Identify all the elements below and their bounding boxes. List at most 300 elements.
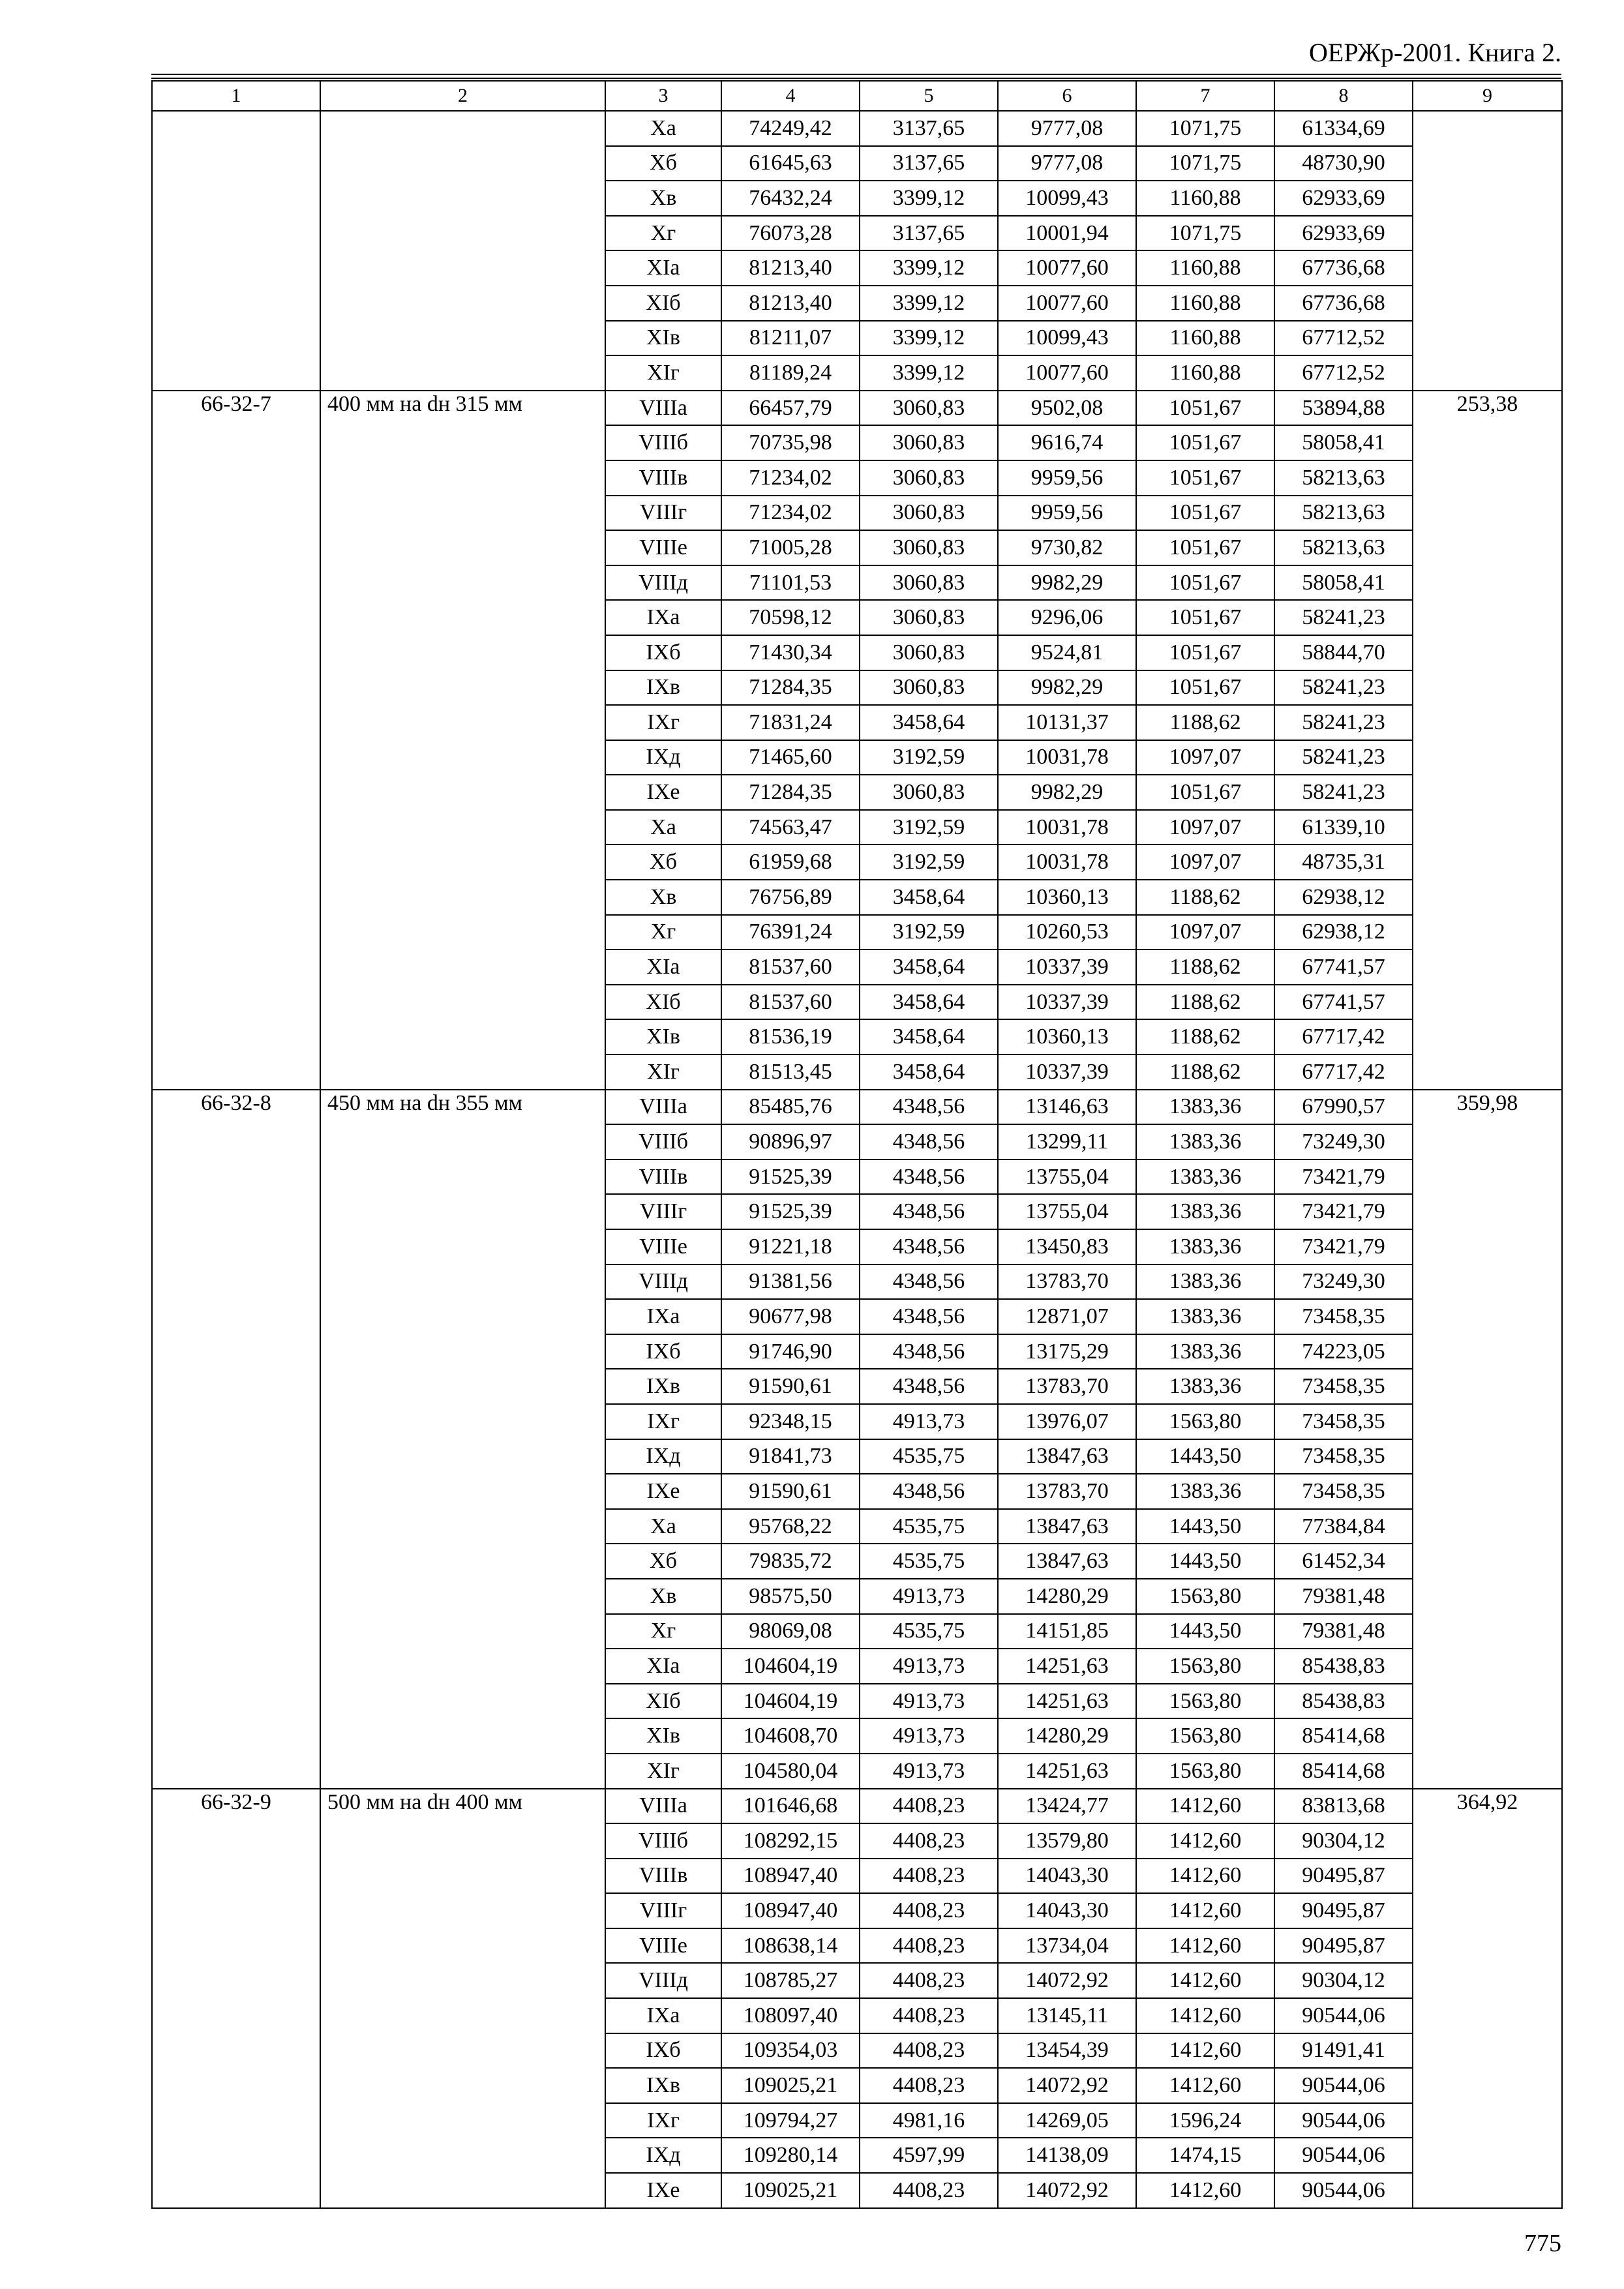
value-cell: 1071,75 xyxy=(1136,111,1274,146)
value-cell: 4408,23 xyxy=(860,1859,998,1894)
zone-cell: Xг xyxy=(605,915,721,950)
zone-cell: IXг xyxy=(605,705,721,740)
value-cell: 1160,88 xyxy=(1136,181,1274,216)
value-cell: 14072,92 xyxy=(998,2068,1136,2103)
value-cell: 61645,63 xyxy=(721,146,860,181)
zone-cell: VIIIд xyxy=(605,565,721,601)
zone-cell: VIIIе xyxy=(605,1928,721,1964)
value-cell: 1383,36 xyxy=(1136,1299,1274,1334)
value-cell: 67717,42 xyxy=(1274,1019,1413,1055)
value-cell: 1412,60 xyxy=(1136,1789,1274,1824)
value-cell: 4408,23 xyxy=(860,1789,998,1824)
value-cell: 10260,53 xyxy=(998,915,1136,950)
value-cell: 98575,50 xyxy=(721,1579,860,1614)
value-cell: 109280,14 xyxy=(721,2138,860,2173)
value-cell: 1412,60 xyxy=(1136,1998,1274,2033)
value-cell: 1051,67 xyxy=(1136,775,1274,810)
value-cell: 1412,60 xyxy=(1136,1893,1274,1928)
value-cell: 1383,36 xyxy=(1136,1124,1274,1159)
column-9-cell: 364,92 xyxy=(1413,1789,1562,2208)
value-cell: 109025,21 xyxy=(721,2068,860,2103)
value-cell: 4535,75 xyxy=(860,1509,998,1544)
zone-cell: IXа xyxy=(605,600,721,635)
value-cell: 109025,21 xyxy=(721,2173,860,2208)
value-cell: 10131,37 xyxy=(998,705,1136,740)
value-cell: 1051,67 xyxy=(1136,391,1274,426)
value-cell: 90544,06 xyxy=(1274,2103,1413,2138)
value-cell: 81537,60 xyxy=(721,985,860,1020)
value-cell: 3060,83 xyxy=(860,460,998,496)
value-cell: 53894,88 xyxy=(1274,391,1413,426)
value-cell: 108292,15 xyxy=(721,1823,860,1859)
zone-cell: XIв xyxy=(605,321,721,356)
value-cell: 91525,39 xyxy=(721,1194,860,1229)
zone-cell: VIIIе xyxy=(605,530,721,565)
zone-cell: VIIIб xyxy=(605,1124,721,1159)
value-cell: 1474,15 xyxy=(1136,2138,1274,2173)
value-cell: 58844,70 xyxy=(1274,635,1413,670)
value-cell: 73458,35 xyxy=(1274,1299,1413,1334)
value-cell: 4913,73 xyxy=(860,1404,998,1439)
value-cell: 4348,56 xyxy=(860,1229,998,1264)
value-cell: 1443,50 xyxy=(1136,1614,1274,1649)
header-rule-double xyxy=(151,78,1561,79)
value-cell: 90495,87 xyxy=(1274,1928,1413,1964)
value-cell: 1188,62 xyxy=(1136,985,1274,1020)
value-cell: 90304,12 xyxy=(1274,1823,1413,1859)
value-cell: 4408,23 xyxy=(860,1963,998,1998)
value-cell: 81213,40 xyxy=(721,286,860,321)
zone-cell: IXд xyxy=(605,1439,721,1474)
value-cell: 74223,05 xyxy=(1274,1334,1413,1369)
value-cell: 1563,80 xyxy=(1136,1718,1274,1754)
price-table xyxy=(151,80,1563,2209)
value-cell: 4408,23 xyxy=(860,1823,998,1859)
value-cell: 4408,23 xyxy=(860,2068,998,2103)
value-cell: 9502,08 xyxy=(998,391,1136,426)
value-cell: 76432,24 xyxy=(721,181,860,216)
value-cell: 4535,75 xyxy=(860,1544,998,1579)
value-cell: 58213,63 xyxy=(1274,460,1413,496)
value-cell: 48735,31 xyxy=(1274,845,1413,880)
value-cell: 14251,63 xyxy=(998,1754,1136,1789)
value-cell: 58241,23 xyxy=(1274,775,1413,810)
value-cell: 58058,41 xyxy=(1274,425,1413,460)
value-cell: 1563,80 xyxy=(1136,1754,1274,1789)
value-cell: 13755,04 xyxy=(998,1159,1136,1195)
value-cell: 71005,28 xyxy=(721,530,860,565)
value-cell: 10337,39 xyxy=(998,985,1136,1020)
value-cell: 1051,67 xyxy=(1136,425,1274,460)
value-cell: 14043,30 xyxy=(998,1893,1136,1928)
column-9-cell xyxy=(1413,111,1562,391)
value-cell: 58241,23 xyxy=(1274,740,1413,775)
value-cell: 90304,12 xyxy=(1274,1963,1413,1998)
value-cell: 1071,75 xyxy=(1136,146,1274,181)
zone-cell: IXе xyxy=(605,2173,721,2208)
value-cell: 4597,99 xyxy=(860,2138,998,2173)
zone-cell: XIв xyxy=(605,1019,721,1055)
value-cell: 104580,04 xyxy=(721,1754,860,1789)
value-cell: 3137,65 xyxy=(860,146,998,181)
value-cell: 1383,36 xyxy=(1136,1264,1274,1300)
column-number-row xyxy=(152,81,1562,111)
value-cell: 9982,29 xyxy=(998,670,1136,706)
value-cell: 108785,27 xyxy=(721,1963,860,1998)
zone-cell: VIIIд xyxy=(605,1264,721,1300)
value-cell: 9777,08 xyxy=(998,111,1136,146)
zone-cell: VIIIг xyxy=(605,496,721,531)
value-cell: 3399,12 xyxy=(860,355,998,391)
value-cell: 67736,68 xyxy=(1274,250,1413,286)
value-cell: 14280,29 xyxy=(998,1718,1136,1754)
value-cell: 81189,24 xyxy=(721,355,860,391)
value-cell: 1188,62 xyxy=(1136,705,1274,740)
value-cell: 9959,56 xyxy=(998,496,1136,531)
value-cell: 3399,12 xyxy=(860,181,998,216)
value-cell: 1051,67 xyxy=(1136,496,1274,531)
value-cell: 10077,60 xyxy=(998,286,1136,321)
value-cell: 3137,65 xyxy=(860,216,998,251)
table-row xyxy=(152,1789,1562,1824)
zone-cell: Xг xyxy=(605,216,721,251)
item-name-cell xyxy=(320,111,605,391)
value-cell: 10031,78 xyxy=(998,740,1136,775)
value-cell: 1563,80 xyxy=(1136,1684,1274,1719)
value-cell: 14269,05 xyxy=(998,2103,1136,2138)
value-cell: 95768,22 xyxy=(721,1509,860,1544)
value-cell: 61334,69 xyxy=(1274,111,1413,146)
value-cell: 92348,15 xyxy=(721,1404,860,1439)
zone-cell: Xб xyxy=(605,845,721,880)
header-rule xyxy=(151,74,1561,75)
value-cell: 73458,35 xyxy=(1274,1474,1413,1509)
value-cell: 85414,68 xyxy=(1274,1754,1413,1789)
zone-cell: IXв xyxy=(605,1369,721,1404)
item-code-cell: 66-32-9 xyxy=(152,1789,320,2208)
zone-cell: XIг xyxy=(605,1055,721,1090)
value-cell: 3060,83 xyxy=(860,600,998,635)
value-cell: 1412,60 xyxy=(1136,1859,1274,1894)
zone-cell: Xб xyxy=(605,1544,721,1579)
value-cell: 9524,81 xyxy=(998,635,1136,670)
value-cell: 62938,12 xyxy=(1274,880,1413,915)
value-cell: 13847,63 xyxy=(998,1439,1136,1474)
value-cell: 48730,90 xyxy=(1274,146,1413,181)
value-cell: 13579,80 xyxy=(998,1823,1136,1859)
zone-cell: IXе xyxy=(605,1474,721,1509)
value-cell: 14043,30 xyxy=(998,1859,1136,1894)
value-cell: 104604,19 xyxy=(721,1649,860,1684)
value-cell: 3458,64 xyxy=(860,1055,998,1090)
value-cell: 3458,64 xyxy=(860,950,998,985)
value-cell: 3458,64 xyxy=(860,705,998,740)
value-cell: 1383,36 xyxy=(1136,1229,1274,1264)
value-cell: 1160,88 xyxy=(1136,321,1274,356)
value-cell: 108638,14 xyxy=(721,1928,860,1964)
value-cell: 4348,56 xyxy=(860,1090,998,1125)
column-number-cell: 5 xyxy=(860,81,998,111)
zone-cell: IXб xyxy=(605,635,721,670)
value-cell: 10360,13 xyxy=(998,1019,1136,1055)
zone-cell: XIв xyxy=(605,1718,721,1754)
value-cell: 91525,39 xyxy=(721,1159,860,1195)
value-cell: 3060,83 xyxy=(860,391,998,426)
value-cell: 13755,04 xyxy=(998,1194,1136,1229)
value-cell: 1443,50 xyxy=(1136,1544,1274,1579)
value-cell: 85438,83 xyxy=(1274,1684,1413,1719)
table-row xyxy=(152,111,1562,146)
value-cell: 1412,60 xyxy=(1136,2173,1274,2208)
value-cell: 10337,39 xyxy=(998,1055,1136,1090)
value-cell: 58241,23 xyxy=(1274,705,1413,740)
value-cell: 3060,83 xyxy=(860,530,998,565)
value-cell: 3192,59 xyxy=(860,740,998,775)
value-cell: 81537,60 xyxy=(721,950,860,985)
value-cell: 3060,83 xyxy=(860,565,998,601)
column-9-cell: 359,98 xyxy=(1413,1090,1562,1789)
value-cell: 71284,35 xyxy=(721,775,860,810)
value-cell: 13145,11 xyxy=(998,1998,1136,2033)
value-cell: 1188,62 xyxy=(1136,950,1274,985)
value-cell: 62938,12 xyxy=(1274,915,1413,950)
page-number: 775 xyxy=(1524,2230,1561,2257)
value-cell: 85414,68 xyxy=(1274,1718,1413,1754)
value-cell: 1051,67 xyxy=(1136,635,1274,670)
zone-cell: XIб xyxy=(605,1684,721,1719)
zone-cell: XIа xyxy=(605,250,721,286)
value-cell: 1563,80 xyxy=(1136,1649,1274,1684)
zone-cell: VIIIб xyxy=(605,1823,721,1859)
column-number-cell: 8 xyxy=(1274,81,1413,111)
zone-cell: IXа xyxy=(605,1299,721,1334)
value-cell: 14251,63 xyxy=(998,1684,1136,1719)
value-cell: 70598,12 xyxy=(721,600,860,635)
value-cell: 76756,89 xyxy=(721,880,860,915)
value-cell: 4348,56 xyxy=(860,1334,998,1369)
value-cell: 73421,79 xyxy=(1274,1229,1413,1264)
value-cell: 1412,60 xyxy=(1136,2033,1274,2069)
value-cell: 1412,60 xyxy=(1136,1963,1274,1998)
value-cell: 81213,40 xyxy=(721,250,860,286)
value-cell: 71101,53 xyxy=(721,565,860,601)
value-cell: 71465,60 xyxy=(721,740,860,775)
zone-cell: VIIIг xyxy=(605,1194,721,1229)
value-cell: 91841,73 xyxy=(721,1439,860,1474)
zone-cell: VIIIб xyxy=(605,425,721,460)
value-cell: 4348,56 xyxy=(860,1474,998,1509)
value-cell: 1188,62 xyxy=(1136,1019,1274,1055)
value-cell: 73458,35 xyxy=(1274,1369,1413,1404)
value-cell: 90544,06 xyxy=(1274,2138,1413,2173)
item-name-cell: 450 мм на dн 355 мм xyxy=(320,1090,605,1789)
value-cell: 1051,67 xyxy=(1136,600,1274,635)
value-cell: 13450,83 xyxy=(998,1229,1136,1264)
value-cell: 67717,42 xyxy=(1274,1055,1413,1090)
value-cell: 85438,83 xyxy=(1274,1649,1413,1684)
value-cell: 1097,07 xyxy=(1136,845,1274,880)
value-cell: 13847,63 xyxy=(998,1544,1136,1579)
value-cell: 12871,07 xyxy=(998,1299,1136,1334)
value-cell: 109794,27 xyxy=(721,2103,860,2138)
value-cell: 3458,64 xyxy=(860,880,998,915)
value-cell: 13783,70 xyxy=(998,1474,1136,1509)
value-cell: 67990,57 xyxy=(1274,1090,1413,1125)
table-row xyxy=(152,1090,1562,1125)
value-cell: 13783,70 xyxy=(998,1264,1136,1300)
value-cell: 1383,36 xyxy=(1136,1369,1274,1404)
value-cell: 104608,70 xyxy=(721,1718,860,1754)
zone-cell: IXа xyxy=(605,1998,721,2033)
value-cell: 1412,60 xyxy=(1136,2068,1274,2103)
value-cell: 90544,06 xyxy=(1274,2068,1413,2103)
value-cell: 67741,57 xyxy=(1274,950,1413,985)
value-cell: 85485,76 xyxy=(721,1090,860,1125)
value-cell: 3060,83 xyxy=(860,425,998,460)
value-cell: 70735,98 xyxy=(721,425,860,460)
zone-cell: IXв xyxy=(605,670,721,706)
value-cell: 109354,03 xyxy=(721,2033,860,2069)
item-code-cell xyxy=(152,111,320,391)
value-cell: 73249,30 xyxy=(1274,1124,1413,1159)
zone-cell: XIг xyxy=(605,1754,721,1789)
value-cell: 13734,04 xyxy=(998,1928,1136,1964)
value-cell: 90495,87 xyxy=(1274,1893,1413,1928)
column-number-cell: 3 xyxy=(605,81,721,111)
value-cell: 4348,56 xyxy=(860,1194,998,1229)
value-cell: 10099,43 xyxy=(998,181,1136,216)
column-number-cell: 6 xyxy=(998,81,1136,111)
value-cell: 71284,35 xyxy=(721,670,860,706)
value-cell: 77384,84 xyxy=(1274,1509,1413,1544)
value-cell: 73421,79 xyxy=(1274,1194,1413,1229)
value-cell: 1071,75 xyxy=(1136,216,1274,251)
zone-cell: VIIIа xyxy=(605,1789,721,1824)
value-cell: 4913,73 xyxy=(860,1579,998,1614)
value-cell: 71831,24 xyxy=(721,705,860,740)
value-cell: 58241,23 xyxy=(1274,670,1413,706)
value-cell: 3192,59 xyxy=(860,845,998,880)
value-cell: 90495,87 xyxy=(1274,1859,1413,1894)
value-cell: 9296,06 xyxy=(998,600,1136,635)
value-cell: 4913,73 xyxy=(860,1684,998,1719)
value-cell: 67712,52 xyxy=(1274,355,1413,391)
value-cell: 73458,35 xyxy=(1274,1439,1413,1474)
value-cell: 3137,65 xyxy=(860,111,998,146)
value-cell: 9730,82 xyxy=(998,530,1136,565)
value-cell: 3060,83 xyxy=(860,496,998,531)
value-cell: 10077,60 xyxy=(998,355,1136,391)
value-cell: 91590,61 xyxy=(721,1474,860,1509)
document-header-title: ОЕРЖр-2001. Книга 2. xyxy=(1309,38,1561,67)
value-cell: 3458,64 xyxy=(860,985,998,1020)
value-cell: 1051,67 xyxy=(1136,460,1274,496)
value-cell: 108947,40 xyxy=(721,1859,860,1894)
value-cell: 4408,23 xyxy=(860,2033,998,2069)
value-cell: 1443,50 xyxy=(1136,1439,1274,1474)
value-cell: 13454,39 xyxy=(998,2033,1136,2069)
value-cell: 4408,23 xyxy=(860,1998,998,2033)
value-cell: 14072,92 xyxy=(998,1963,1136,1998)
value-cell: 61959,68 xyxy=(721,845,860,880)
value-cell: 9959,56 xyxy=(998,460,1136,496)
value-cell: 4913,73 xyxy=(860,1718,998,1754)
column-number-cell: 1 xyxy=(152,81,320,111)
value-cell: 4535,75 xyxy=(860,1439,998,1474)
zone-cell: IXд xyxy=(605,2138,721,2173)
value-cell: 3399,12 xyxy=(860,250,998,286)
value-cell: 90544,06 xyxy=(1274,2173,1413,2208)
value-cell: 13424,77 xyxy=(998,1789,1136,1824)
value-cell: 1596,24 xyxy=(1136,2103,1274,2138)
zone-cell: IXг xyxy=(605,2103,721,2138)
value-cell: 91381,56 xyxy=(721,1264,860,1300)
value-cell: 14251,63 xyxy=(998,1649,1136,1684)
value-cell: 67736,68 xyxy=(1274,286,1413,321)
zone-cell: XIб xyxy=(605,985,721,1020)
zone-cell: Xа xyxy=(605,1509,721,1544)
zone-cell: VIIIа xyxy=(605,1090,721,1125)
value-cell: 79835,72 xyxy=(721,1544,860,1579)
value-cell: 90544,06 xyxy=(1274,1998,1413,2033)
value-cell: 3060,83 xyxy=(860,670,998,706)
value-cell: 62933,69 xyxy=(1274,216,1413,251)
value-cell: 10337,39 xyxy=(998,950,1136,985)
zone-cell: VIIIе xyxy=(605,1229,721,1264)
value-cell: 3060,83 xyxy=(860,635,998,670)
zone-cell: XIг xyxy=(605,355,721,391)
value-cell: 4408,23 xyxy=(860,2173,998,2208)
value-cell: 1563,80 xyxy=(1136,1579,1274,1614)
value-cell: 1443,50 xyxy=(1136,1509,1274,1544)
value-cell: 81536,19 xyxy=(721,1019,860,1055)
value-cell: 13847,63 xyxy=(998,1509,1136,1544)
zone-cell: VIIIв xyxy=(605,1159,721,1195)
value-cell: 10031,78 xyxy=(998,845,1136,880)
value-cell: 74563,47 xyxy=(721,810,860,845)
value-cell: 79381,48 xyxy=(1274,1579,1413,1614)
value-cell: 1097,07 xyxy=(1136,740,1274,775)
zone-cell: IXе xyxy=(605,775,721,810)
value-cell: 1563,80 xyxy=(1136,1404,1274,1439)
value-cell: 58213,63 xyxy=(1274,496,1413,531)
zone-cell: VIIIв xyxy=(605,460,721,496)
value-cell: 91221,18 xyxy=(721,1229,860,1264)
value-cell: 4348,56 xyxy=(860,1159,998,1195)
zone-cell: IXд xyxy=(605,740,721,775)
value-cell: 14072,92 xyxy=(998,2173,1136,2208)
value-cell: 90677,98 xyxy=(721,1299,860,1334)
value-cell: 91491,41 xyxy=(1274,2033,1413,2069)
value-cell: 67741,57 xyxy=(1274,985,1413,1020)
value-cell: 3399,12 xyxy=(860,321,998,356)
value-cell: 73458,35 xyxy=(1274,1404,1413,1439)
value-cell: 13976,07 xyxy=(998,1404,1136,1439)
zone-cell: Xв xyxy=(605,1579,721,1614)
value-cell: 67712,52 xyxy=(1274,321,1413,356)
value-cell: 13175,29 xyxy=(998,1334,1136,1369)
value-cell: 1097,07 xyxy=(1136,915,1274,950)
value-cell: 3192,59 xyxy=(860,915,998,950)
value-cell: 61452,34 xyxy=(1274,1544,1413,1579)
value-cell: 91590,61 xyxy=(721,1369,860,1404)
value-cell: 9982,29 xyxy=(998,565,1136,601)
value-cell: 76073,28 xyxy=(721,216,860,251)
value-cell: 1188,62 xyxy=(1136,880,1274,915)
value-cell: 10031,78 xyxy=(998,810,1136,845)
zone-cell: IXг xyxy=(605,1404,721,1439)
value-cell: 1412,60 xyxy=(1136,1823,1274,1859)
